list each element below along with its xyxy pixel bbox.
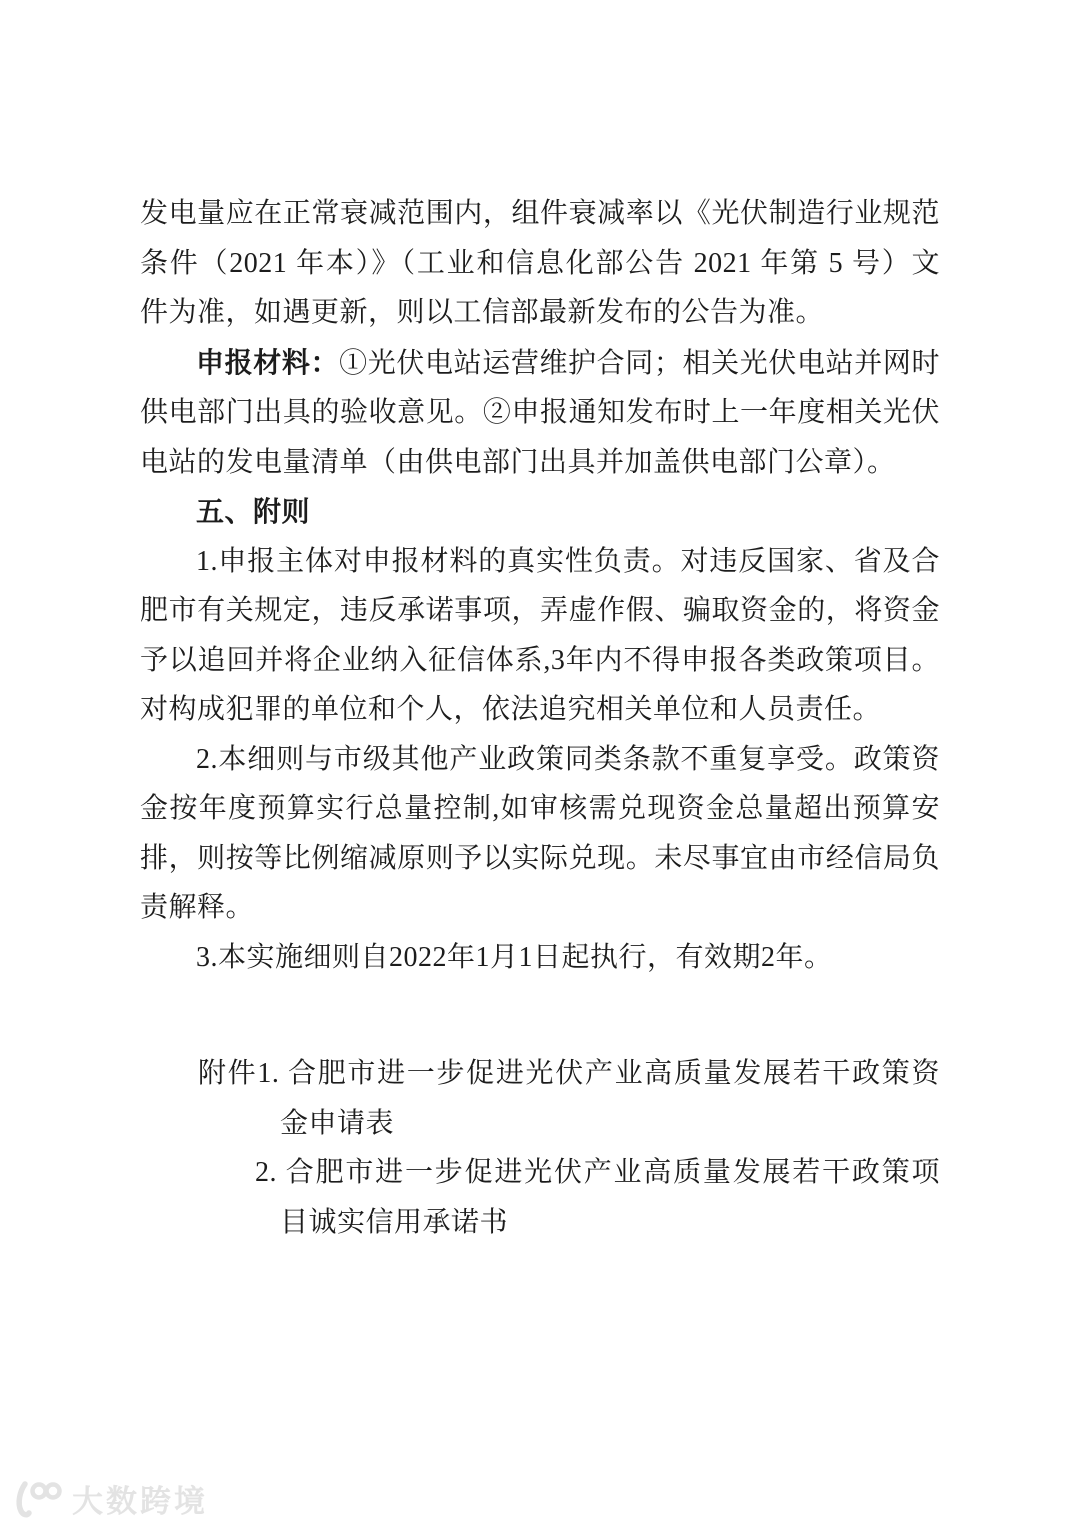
text-line: 件为准，如遇更新，则以工信部最新发布的公告为准。 xyxy=(140,297,825,328)
materials-text: ①光伏电站运营维护合同；相关光伏电站并网时 xyxy=(339,347,940,379)
text-line: 1.申报主体对申报材料的真实性负责。对违反国家、省及合 xyxy=(196,545,940,577)
attachment-line: 目诚实信用承诺书 xyxy=(280,1206,509,1238)
text-line: 条件（2021 年本）》（工业和信息化部公告 2021 年第 5 号）文 xyxy=(140,247,940,279)
dashukuajing-logo-icon xyxy=(10,1478,62,1520)
materials-label: 申报材料： xyxy=(196,346,340,378)
attachment-line: 金申请表 xyxy=(280,1107,395,1139)
text-line: 供电部门出具的验收意见。②申报通知发布时上一年度相关光伏 xyxy=(140,397,940,428)
document-text xyxy=(140,189,940,1247)
text-line: 对构成犯罪的单位和个人，依法追究相关单位和人员责任。 xyxy=(140,694,882,725)
text-line: 发电量应在正常衰减范围内，组件衰减率以《光伏制造行业规范 xyxy=(140,198,940,229)
text-line: 金按年度预算实行总量控制,如审核需兑现资金总量超出预算安 xyxy=(140,793,940,824)
text-line: 排，则按等比例缩减原则予以实际兑现。未尽事宜由市经信局负 xyxy=(140,842,940,874)
text-line-materials xyxy=(140,338,940,389)
section-heading: 五、附则 xyxy=(196,496,311,527)
text-line: 3.本实施细则自2022年1月1日起执行，有效期2年。 xyxy=(196,941,833,973)
watermark-text: 大数跨境 xyxy=(72,1484,208,1519)
text-line: 予以追回并将企业纳入征信体系,3年内不得申报各类政策项目。 xyxy=(140,644,940,676)
text-line: 电站的发电量清单（由供电部门出具并加盖供电部门公章）。 xyxy=(140,446,896,478)
attachment-line: 附件1. 合肥市进一步促进光伏产业高质量发展若干政策资 xyxy=(198,1058,940,1089)
text-line: 2.本细则与市级其他产业政策同类条款不重复享受。政策资 xyxy=(196,743,940,775)
blank-gap xyxy=(140,982,940,1049)
text-line: 责解释。 xyxy=(140,892,255,923)
watermark xyxy=(10,1476,208,1521)
text-line: 肥市有关规定，违反承诺事项，弄虚作假、骗取资金的，将资金 xyxy=(140,595,940,626)
attachment-line: 2. 合肥市进一步促进光伏产业高质量发展若干政策项 xyxy=(255,1157,940,1188)
